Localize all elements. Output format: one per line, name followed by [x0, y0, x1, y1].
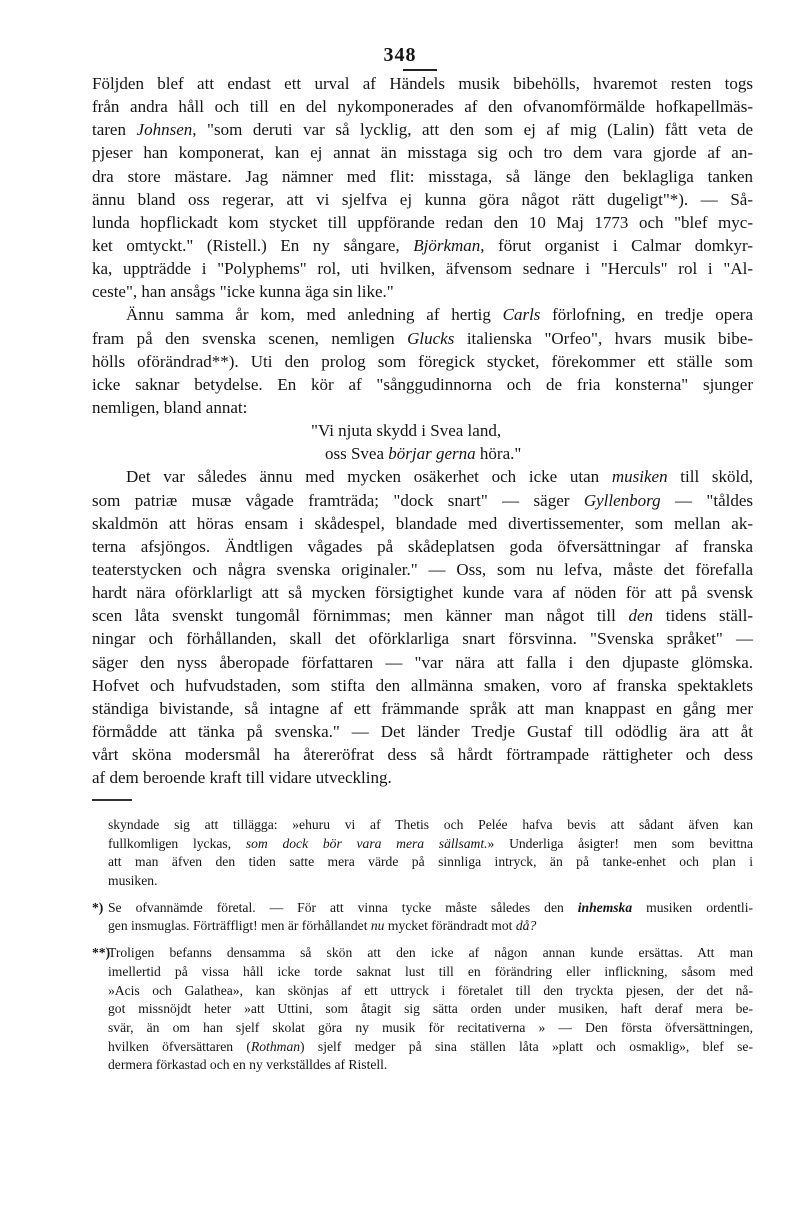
text-segment: — "tåldes	[660, 490, 754, 510]
text-segment: "Vi njuta skydd i Svea land,	[311, 421, 502, 441]
text-segment: nemligen, bland annat:	[92, 397, 248, 417]
text-segment: förmådde att tänka på svenska." — Det länder Tredje Gustaf till odödlig ära att åt	[92, 721, 753, 741]
text-segment: vårt sköna modersmål ha återeröfrat dess så hårdt förtrampade rättigheter och dess	[92, 745, 753, 765]
text-segment: icke saknar betydelse. En kör af "sånggudinnorna och de fria konsterna" sjunger	[92, 374, 753, 394]
text-line	[92, 766, 753, 789]
footnote	[92, 944, 753, 1075]
text-segment: » Underliga åsigter! men som bevittna	[487, 835, 753, 851]
text-line	[92, 697, 753, 720]
text-segment: ceste", han ansågs "icke kunna äga sin like."	[92, 282, 394, 302]
page-number: 348	[383, 44, 417, 66]
page-number-rule	[403, 69, 437, 71]
text-line	[108, 1000, 753, 1019]
text-line	[108, 872, 753, 891]
text-segment: »Acis och Galathea», kan skönjas af ett uttryck i företalet till den tryckta pjesen, der det nå-	[108, 982, 753, 998]
text-segment: fram på den svenska scenen, nemligen	[92, 328, 408, 348]
text-line	[108, 917, 753, 936]
text-line	[108, 853, 753, 872]
text-segment: ket omtyckt." (Ristell.) En ny sångare,	[92, 235, 414, 255]
text-segment: got missnöjdt heter »att Uttini, som åtagit sig sätta orden under musiken, haft deraf mera be-	[108, 1001, 753, 1017]
text-segment: mycket förändradt mot	[384, 918, 516, 934]
text-line	[92, 558, 753, 581]
text-line	[108, 963, 753, 982]
text-segment: scen låta svenskt tungomål förnimmas; men känner man något till	[92, 606, 629, 626]
text-segment: ännu bland oss regerar, att vi sjelfva ej kunna göra något rätt dugeligt"*). — Så-	[92, 189, 753, 209]
text-segment: säger den nyss åberopade författaren — "var nära att falla i den djupaste glömska.	[92, 652, 753, 672]
text-segment: tidens ställ-	[653, 606, 753, 626]
emphasis-text: som dock bör vara mera sällsamt.	[245, 835, 488, 851]
text-line	[92, 327, 753, 350]
text-line	[92, 512, 753, 535]
text-segment: ständiga bivistande, så intagne af ett främmande språk att man knappast en gång mer	[92, 698, 753, 718]
text-line	[92, 72, 753, 95]
text-segment: skyndade sig att tillägga: »ehuru vi af Thetis och Pelée hafva bevis att sådant äfven kan	[108, 817, 753, 832]
text-segment: musiken.	[108, 873, 158, 889]
text-line	[92, 651, 753, 674]
text-line	[92, 627, 753, 650]
emphasis-text: inhemska	[577, 899, 633, 915]
footnote-separator	[92, 799, 132, 801]
text-line	[108, 835, 753, 854]
text-segment: lunda hopflickadt kom stycket till uppförande redan den 10 Maj 1773 och "blef myc-	[92, 212, 753, 232]
text-line	[92, 211, 753, 234]
text-segment: imellertid på vissa håll icke torde saknat lust till en förändring eller inflickning, såsom med	[108, 963, 753, 979]
text-segment: som patriæ musæ vågade framträda; "dock snart" — säger	[92, 490, 584, 510]
text-segment: Det var således ännu med mycken osäkerhet och icke utan	[126, 467, 612, 487]
text-segment: ningar och förhållanden, skall det oförklarliga snart försvinna. "Svenska språket" —	[92, 629, 753, 649]
text-segment: hölls oförändrad**). Uti den prolog som föregick stycket, förekommer ett ställe som	[92, 351, 753, 371]
text-line	[108, 816, 753, 835]
text-segment: hardt nära oförklarligt att så mycken försigtighet kunde vara af nöden för att på svensk	[92, 583, 753, 603]
emphasis-text: Gyllenborg	[583, 490, 661, 510]
text-line	[92, 95, 753, 118]
footnote-marker: *)	[92, 899, 104, 915]
footnote	[108, 816, 753, 891]
text-segment: terna afsjöngos. Ändtligen vågades på skådeplatsen goda öfversättningar af franska	[92, 536, 753, 556]
emphasis-text: börjar gerna	[388, 444, 476, 464]
text-segment: Se ofvannämde företal. — För att vinna tycke måste således den	[108, 899, 578, 915]
text-segment: taren	[92, 120, 137, 140]
text-line	[92, 720, 753, 743]
text-line	[92, 535, 753, 558]
emphasis-text: Glucks	[407, 328, 455, 348]
text-segment: att man äfven den tiden satte mera värde på sinnliga intryck, än på tanke-enhet och plan i	[108, 854, 753, 870]
text-line	[92, 373, 753, 396]
text-segment: till sköld,	[667, 467, 753, 487]
text-segment: förut organist i Calmar domkyr-	[484, 235, 753, 255]
emphasis-text: då?	[515, 918, 537, 934]
text-segment: ) sjelf medger på sina ställen låta »platt och osmaklig», blef se-	[300, 1038, 753, 1054]
text-line	[108, 982, 753, 1001]
text-segment: höra."	[475, 444, 522, 464]
text-segment: italienska "Orfeo", hvars musik bibe-	[454, 328, 753, 348]
text-segment: Följden blef att endast ett urval af Händels musik bibehölls, hvaremot resten togs	[92, 74, 753, 93]
text-segment: Troligen befanns densamma så skön att den icke af någon annan kunde ersättas. Att man	[108, 945, 753, 961]
text-segment: af dem beroende kraft till vidare utveckling.	[92, 768, 392, 788]
text-line	[92, 604, 753, 627]
text-line	[108, 1056, 753, 1075]
text-line	[92, 489, 753, 512]
text-line	[92, 396, 753, 419]
text-line	[92, 350, 753, 373]
text-line	[108, 1038, 753, 1057]
text-line	[92, 303, 753, 326]
text-segment: svär, än om han sjelf skolat göra ny musik för recitativerna » — Den första öfversättningen,	[108, 1019, 753, 1035]
text-segment: från andra håll och till en del nykomponerades af den ofvanomförmälde hofkapellmäs-	[92, 97, 753, 117]
text-line	[108, 899, 753, 918]
emphasis-text: nu	[370, 918, 385, 934]
emphasis-text: musiken	[611, 467, 668, 487]
body-text	[92, 72, 753, 789]
text-segment: dermera förkastad och en ny verkställdes af Ristell.	[108, 1057, 388, 1073]
text-segment: dra store mästare. Jag nämner med flit: misstaga, så länge den beklagliga tanken	[92, 166, 753, 186]
text-segment: ka, uppträdde i "Polyphems" rol, uti hvilken, äfvensom sednare i "Herculs" rol i "Al-	[92, 259, 753, 279]
text-segment: gen insmuglas. Förträffligt! men är förhållandet	[108, 918, 371, 934]
text-line	[92, 165, 753, 188]
text-line	[92, 419, 753, 442]
emphasis-text: Rothman	[250, 1038, 301, 1054]
footnote	[92, 899, 753, 936]
text-segment: Hofvet och hufvudstaden, som stifta den allmänna smaken, voro af franska spektaklets	[92, 675, 753, 695]
text-line	[92, 257, 753, 280]
emphasis-text: Björkman,	[413, 235, 485, 255]
text-segment: Ännu samma år kom, med anledning af hertig	[126, 305, 503, 325]
text-segment: fullkomligen lyckas,	[108, 835, 246, 851]
footnotes	[92, 816, 753, 1083]
emphasis-text: Carls	[502, 305, 541, 325]
text-line	[92, 188, 753, 211]
text-segment: , "som deruti var så lycklig, att den som ej af mig (Lalin) fått veta de	[192, 120, 753, 140]
text-line	[92, 442, 753, 465]
text-line	[92, 581, 753, 604]
text-line	[92, 234, 753, 257]
text-segment: pjeser han komponerat, kan ej annat än misstaga sig och tro dem vara gjorde af an-	[92, 143, 753, 163]
text-segment: teaterstycken och några svenska originaler." — Oss, som nu lefva, måste det förefalla	[92, 559, 753, 579]
text-segment: oss Svea	[325, 444, 389, 464]
text-segment: skaldmön att höras ensam i skådespel, blandade med divertissementer, som mellan ak-	[92, 513, 753, 533]
text-segment: musiken ordentli-	[632, 899, 753, 915]
emphasis-text: den	[628, 606, 654, 626]
text-line	[108, 944, 753, 963]
text-line	[92, 141, 753, 164]
text-line	[92, 743, 753, 766]
text-line	[108, 1019, 753, 1038]
text-line	[92, 465, 753, 488]
text-segment: förlofning, en tredje opera	[540, 305, 753, 325]
text-segment: hvilken öfversättaren (	[108, 1038, 251, 1054]
emphasis-text: Johnsen	[136, 120, 193, 140]
footnote-marker: **)	[92, 945, 111, 961]
text-line	[92, 280, 753, 303]
text-line	[92, 118, 753, 141]
text-line	[92, 674, 753, 697]
